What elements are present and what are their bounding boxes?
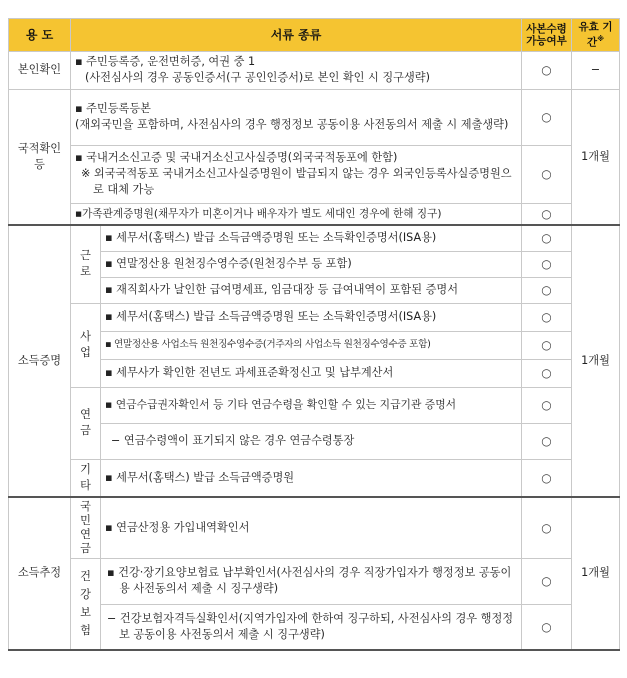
subcategory-label: 건강보험 — [71, 558, 101, 650]
doc-cell — [71, 145, 522, 203]
doc-text: ▪ 국내거소신고증 및 국내거소신고사실증명(외국국적동포에 한함) — [75, 151, 398, 164]
doc-cell: ▪ 세무서(홈택스) 발급 소득금액증명원 또는 소득확인증명서(ISA용) — [101, 303, 522, 331]
category-label: 소득증명 — [9, 225, 71, 497]
table-row — [9, 303, 620, 331]
copy-status: ○ — [522, 251, 572, 277]
table-row — [9, 387, 620, 423]
copy-status: ○ — [522, 145, 572, 203]
doc-cell: ▪ 건강·장기요양보험료 납부확인서(사전심사의 경우 직장가입자가 행정정보 공동이용 사전동의서 제출 시 징구생략) — [101, 558, 522, 604]
doc-cell — [71, 89, 522, 145]
table-header-row — [9, 19, 620, 52]
valid-period: 1개월 — [572, 89, 620, 225]
table-row — [9, 558, 620, 604]
table-row — [9, 459, 620, 497]
doc-note: ※ 외국국적동포 국내거소신고사실증명원이 발급되지 않는 경우 외국인등록사실증명원으로 대체 가능 — [81, 167, 512, 196]
doc-note: (재외국민을 포함하며, 사전심사의 경우 행정정보 공동이용 사전동의서 제출 시 제출생략) — [75, 118, 509, 131]
doc-cell: ▪ 재직회사가 날인한 급여명세표, 임금대장 등 급여내역이 포함된 증명서 — [101, 277, 522, 303]
doc-cell: ▪ 연말정산용 원천징수영수증(원천징수부 등 포함) — [101, 251, 522, 277]
table-row — [9, 604, 620, 650]
copy-status: ○ — [522, 331, 572, 359]
table-row — [9, 423, 620, 459]
table-row — [9, 51, 620, 89]
copy-status: ○ — [522, 423, 572, 459]
doc-cell: ▪ 연금산정용 가입내역확인서 — [101, 497, 522, 559]
valid-period: 1개월 — [572, 225, 620, 497]
required-documents-table — [8, 18, 620, 651]
valid-period: − — [572, 51, 620, 89]
table-row — [9, 225, 620, 251]
copy-status: ○ — [522, 359, 572, 387]
subcategory-label: 연금 — [71, 387, 101, 459]
doc-note: (사전심사의 경우 공동인증서(구 공인인증서)로 본인 확인 시 징구생략) — [85, 71, 430, 84]
copy-status: ○ — [522, 277, 572, 303]
subcategory-label: 국민연금 — [71, 497, 101, 559]
doc-cell — [71, 51, 522, 89]
copy-status: ○ — [522, 203, 572, 225]
doc-cell: ▪ 세무서(홈택스) 발급 소득금액증명원 또는 소득확인증명서(ISA용) — [101, 225, 522, 251]
table-row — [9, 251, 620, 277]
category-label: 본인확인 — [9, 51, 71, 89]
copy-status: ○ — [522, 497, 572, 559]
copy-status: ○ — [522, 51, 572, 89]
copy-status: ○ — [522, 89, 572, 145]
category-label: 국적확인 등 — [9, 89, 71, 225]
table-row — [9, 277, 620, 303]
table-row — [9, 145, 620, 203]
doc-cell: ▪ 세무서(홈택스) 발급 소득금액증명원 — [101, 459, 522, 497]
copy-status: ○ — [522, 604, 572, 650]
doc-text: ▪ 주민등록증, 운전면허증, 여권 중 1 — [75, 55, 256, 68]
header-valid: 유효 기간※ — [572, 19, 620, 52]
table-row — [9, 359, 620, 387]
header-use: 용 도 — [9, 19, 71, 52]
copy-status: ○ — [522, 558, 572, 604]
doc-cell: ▪가족관계증명원(채무자가 미혼이거나 배우자가 별도 세대인 경우에 한해 징구) — [71, 203, 522, 225]
header-docs: 서류 종류 — [71, 19, 522, 52]
doc-cell: ▪ 연금수급권자확인서 등 기타 연금수령을 확인할 수 있는 지급기관 증명서 — [101, 387, 522, 423]
subcategory-label: 사업 — [71, 303, 101, 387]
copy-status: ○ — [522, 303, 572, 331]
copy-status: ○ — [522, 387, 572, 423]
doc-cell: ▪ 세무사가 확인한 전년도 과세표준확정신고 및 납부계산서 — [101, 359, 522, 387]
valid-period: 1개월 — [572, 497, 620, 651]
doc-cell: ▪ 연말정산용 사업소득 원천징수영수증(거주자의 사업소득 원천징수영수증 포함) — [101, 331, 522, 359]
table-row — [9, 89, 620, 145]
header-copy: 사본수령 가능여부 — [522, 19, 572, 52]
subcategory-label: 근로 — [71, 225, 101, 303]
table-row — [9, 497, 620, 559]
copy-status: ○ — [522, 459, 572, 497]
doc-text: ▪ 주민등록등본 — [75, 102, 151, 115]
doc-cell: − 연금수령액이 표기되지 않은 경우 연금수령통장 — [101, 423, 522, 459]
doc-cell: − 건강보험자격득실확인서(지역가입자에 한하여 징구하되, 사전심사의 경우 행정정보 공동이용 사전동의서 제출 시 징구생략) — [101, 604, 522, 650]
subcategory-label: 기타 — [71, 459, 101, 497]
category-label: 소득추정 — [9, 497, 71, 651]
table-row — [9, 331, 620, 359]
table-row — [9, 203, 620, 225]
copy-status: ○ — [522, 225, 572, 251]
